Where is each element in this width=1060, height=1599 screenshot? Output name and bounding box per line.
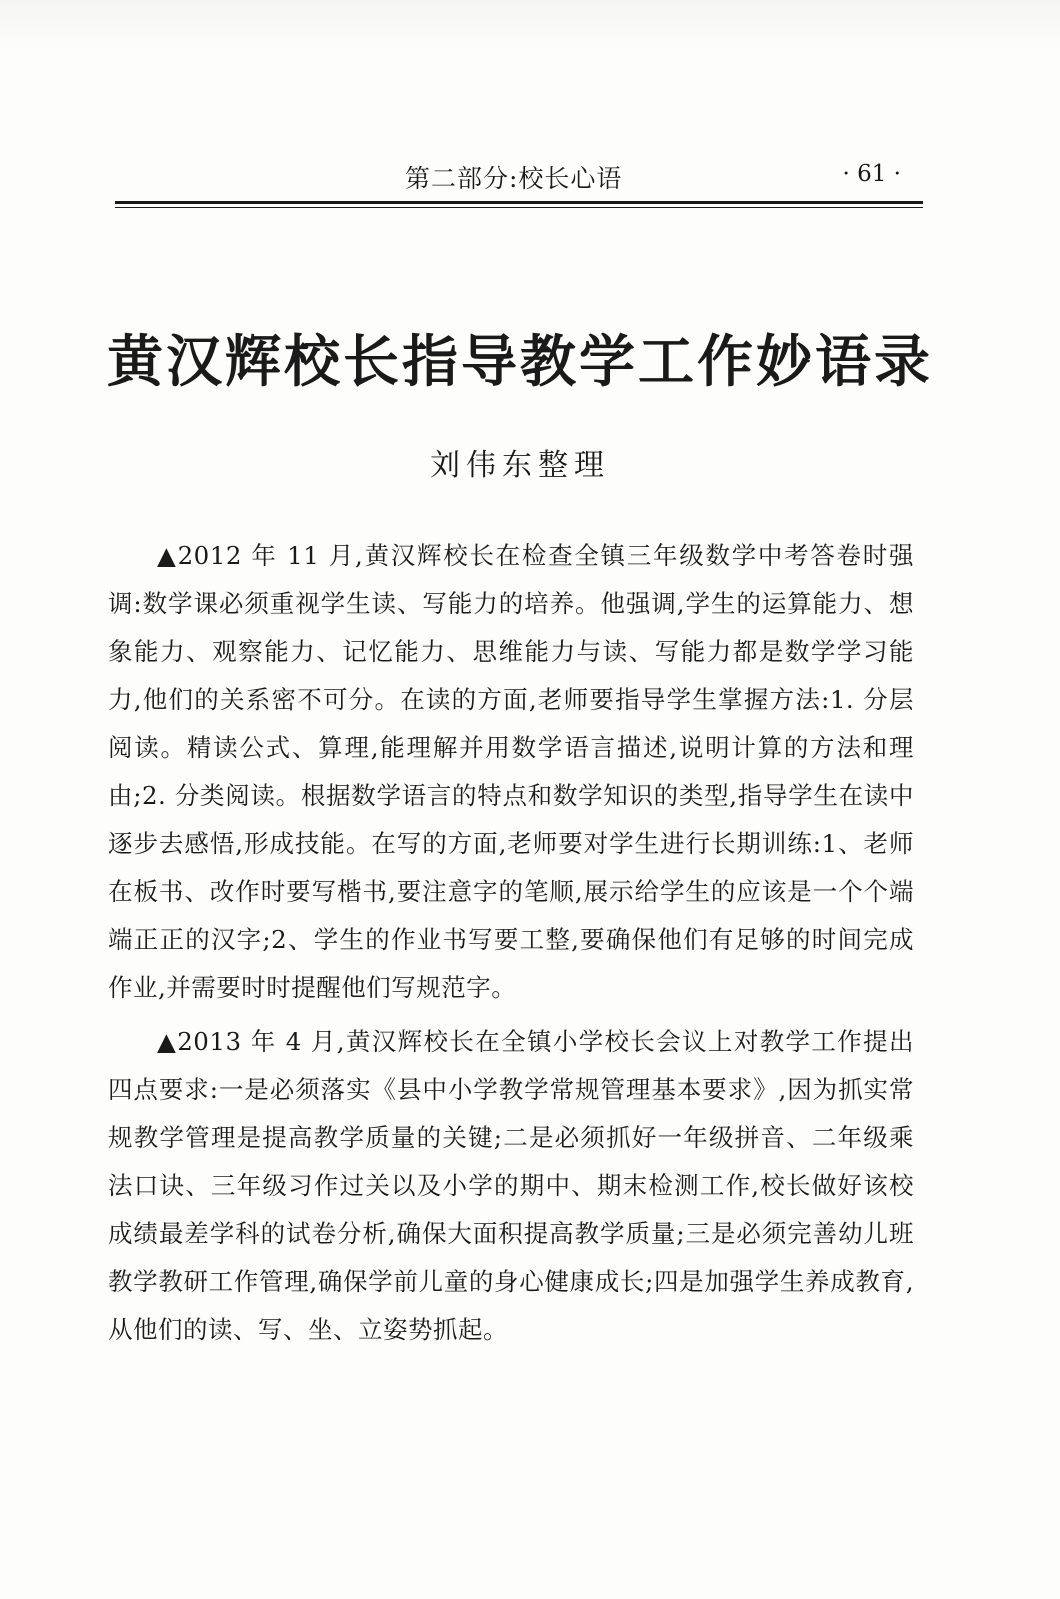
page-number: · 61 ·	[842, 161, 901, 187]
article-title: 黄汉辉校长指导教学工作妙语录	[107, 329, 933, 395]
paragraph-2: ▲2013 年 4 月,黄汉辉校长在全镇小学校长会议上对教学工作提出四点要求:一是必须落实《县中小学教学常规管理基本要求》,因为抓实常规教学管理是提高教学质量的关键;二是必须抓好一年级拼音、二年级乘法口诀、三年级习作过关以及小学的期中、期末检测工作,校长做好该校成绩最差学科的试卷分析,确保大面积提高教学质量;三是必须完善幼儿班教学教研工作管理,确保学前儿童的身心健康成长;四是加强学生养成教育,从他们的读、写、坐、立姿势抓起。	[108, 1027, 914, 1344]
article-body	[108, 532, 914, 1360]
running-header	[115, 155, 923, 199]
article-author: 刘伟东整理	[430, 448, 610, 483]
scan-edge	[0, 0, 1060, 50]
section-title: 第二部分:校长心语	[405, 164, 623, 193]
header-rule-thick	[115, 201, 923, 204]
paragraph-1: ▲2012 年 11 月,黄汉辉校长在检查全镇三年级数学中考答卷时强调:数学课必须重视学生读、写能力的培养。他强调,学生的运算能力、想象能力、观察能力、记忆能力、思维能力与读、写能力都是数学学习能力,他们的关系密不可分。在读的方面,老师要指导学生掌握方法:1. 分层阅读。精读公式、算理,能理解并用数学语言描述,说明计算的方法和理由;2. 分类阅读。根据数学语言的特点和数学知识的类型,指导学生在读中逐步去感悟,形成技能。在写的方面,老师要对学生进行长期训练:1、老师在板书、改作时要写楷书,要注意字的笔顺,展示给学生的应该是一个个端端正正的汉字;2、学生的作业书写要工整,要确保他们有足够的时间完成作业,并需要时时提醒他们写规范字。	[108, 541, 914, 1002]
header-rule-thin	[115, 207, 923, 208]
